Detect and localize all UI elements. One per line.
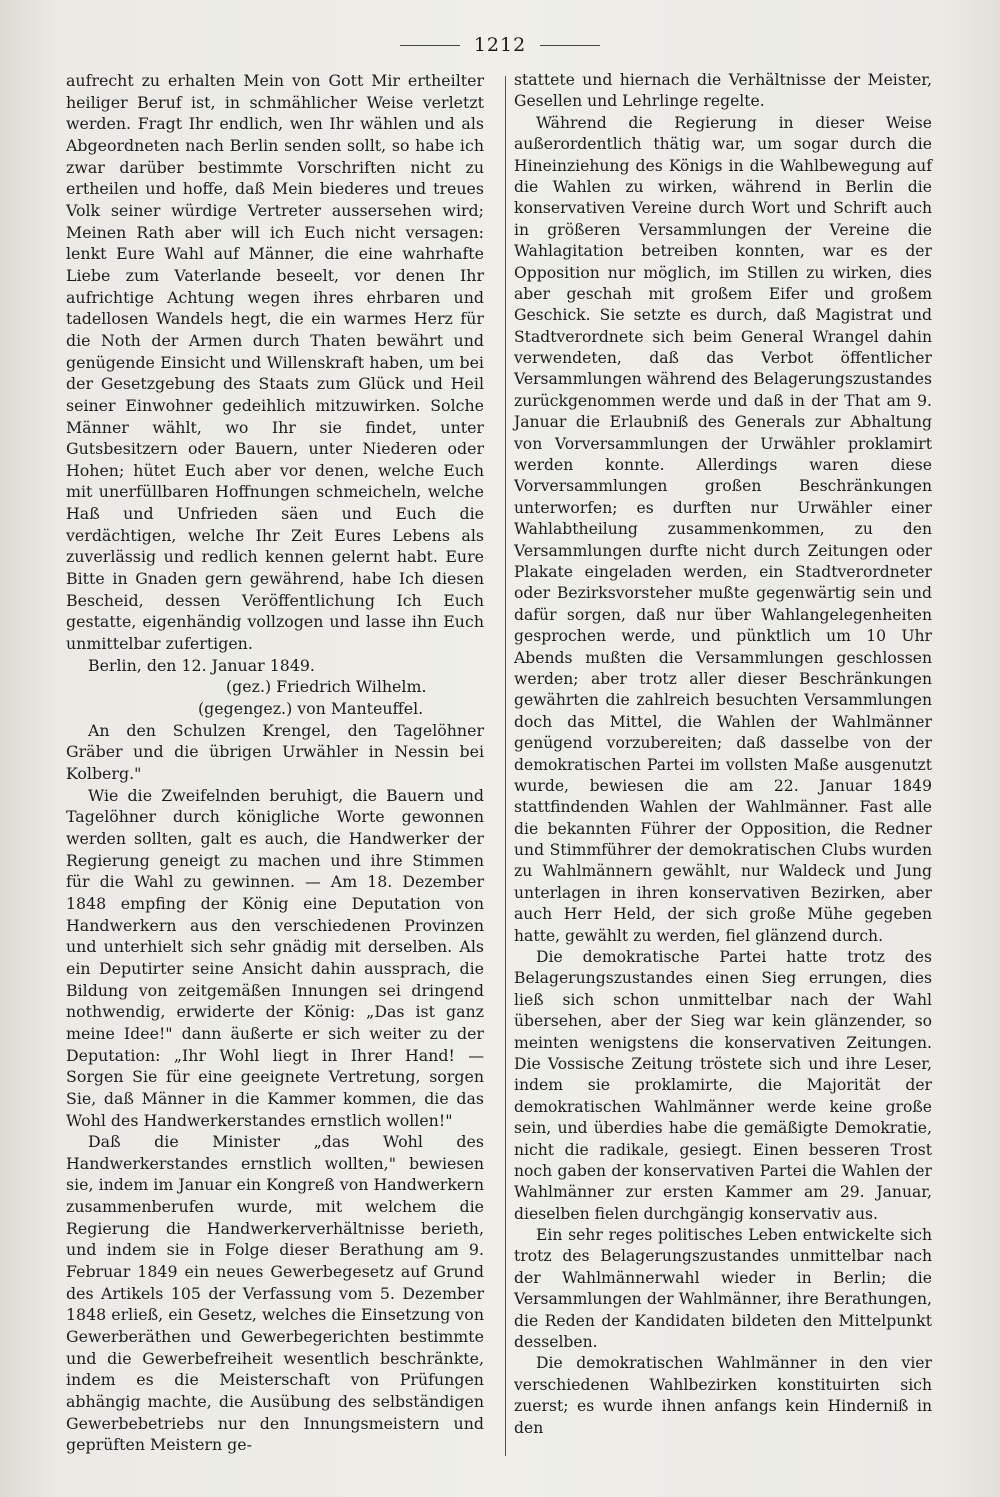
- paragraph: stattete und hiernach die Verhältnisse der Meister, Gesellen und Lehrlinge regelte.: [514, 71, 932, 111]
- paragraph: Ein sehr reges politisches Leben entwickelte sich trotz des Belagerungszustandes unmittelbar nach der Wahlmännerwahl wieder in Berlin; die Versammlungen der Wahlmänner, ihre Berathungen, die Reden der Kandidaten bildeten den Mittelpunkt desselben.: [514, 1226, 932, 1352]
- page-number: 1212: [473, 34, 527, 56]
- dateline: Berlin, den 12. Januar 1849.: [88, 655, 315, 675]
- page-header: [0, 30, 1000, 60]
- paragraph: Daß die Minister „das Wohl des Handwerkerstandes ernstlich wollten," bewiesen sie, indem im Januar ein Kongreß von Handwerkern zusammenberufen wurde, mit welchem die Regierung die Handwerkerverhältnisse berieth, und indem sie in Folge dieser Berathung am 9. Februar 1849 ein neues Gewerbegesetz auf Grund des Artikels 105 der Verfassung vom 5. Dezember 1848 erließ, ein Gesetz, welches die Einsetzung von Gewerberäthen und Gewerbegerichten bestimmte und die Gewerbefreiheit wesentlich beschränkte, indem es die Meisterschaft von Prüfungen abhängig machte, die Ausübung des selbständigen Gewerbebetriebs nur den Innungsmeistern und geprüften Meistern ge-: [66, 1132, 484, 1455]
- paragraph: Wie die Zweifelnden beruhigt, die Bauern und Tagelöhner durch königliche Worte gewonnen werden sollten, galt es auch, die Handwerker der Regierung geneigt zu machen und ihre Stimmen für die Wahl zu gewinnen. — Am 18. Dezember 1848 empfing der König eine Deputation von Handwerkern aus den verschiedenen Provinzen und unterhielt sich sehr gnädig mit derselben. Als ein Deputirter seine Ansicht dahin aussprach, die Bildung von zeitgemäßen Innungen sei dringend nothwendig, erwiderte der König: „Das ist ganz meine Idee!" dann äußerte er sich weiter zu der Deputation: „Ihr Wohl liegt in Ihrer Hand! — Sorgen Sie für eine geeignete Vertretung, sorgen Sie, daß Männer in die Kammer kommen, die das Wohl des Handwerkerstandes ernstlich wollen!": [66, 785, 484, 1130]
- signature-king: (gez.) Friedrich Wilhelm.: [226, 677, 427, 697]
- right-column: [514, 70, 932, 1439]
- paragraph: aufrecht zu erhalten Mein von Gott Mir ertheilter heiliger Beruf ist, in schmählicher Weise verletzt werden. Fragt Ihr endlich, wen Ihr wählen und als Abgeordneten nach Berlin senden sollt, so habe ich zwar darüber bestimmte Vorschriften nicht zu ertheilen und hoffe, daß Mein biederes und treues Volk seiner würdige Vertreter aussersehen wird; Meinen Rath aber will ich Euch nicht versagen: lenkt Eure Wahl auf Männer, die eine wahrhafte Liebe zum Vaterlande beseelt, vor denen Ihr aufrichtige Achtung wegen ihres ehrbaren und tadellosen Wandels hegt, die ein warmes Herz für die Noth der Armen durch Thaten bewährt und genügende Einsicht und Willenskraft haben, um bei der Gesetzgebung des Staats zum Glück und Heil seiner Einwohner gedeihlich mitzuwirken. Solche Männer wählt, wo Ihr sie findet, unter Gutsbesitzern oder Bauern, unter Niederen oder Hohen; hütet Euch aber vor denen, welche Euch mit unerfüllbaren Hoffnungen schmeicheln, welche Haß und Unfrieden säen und Euch die verdächtigen, welche Ihr Zeit Eures Lebens als zuverlässig und redlich kennen gelernt habt. Eure Bitte in Gnaden gern gewährend, habe Ich diesen Bescheid, dessen Veröffentlichung Ich Euch gestatte, eigenhändig vollzogen und lasse ihn Euch unmittelbar zufertigen.: [66, 71, 484, 654]
- left-column: [66, 70, 484, 1456]
- addressee: An den Schulzen Krengel, den Tagelöhner Gräber und die übrigen Urwähler in Nessin bei Kolberg.": [66, 720, 484, 783]
- signature-countersign: (gegengez.) von Manteuffel.: [198, 699, 424, 719]
- column-divider: [505, 76, 506, 1456]
- header-rule-right: [540, 45, 600, 46]
- header-rule-left: [400, 45, 460, 46]
- paragraph: Die demokratische Partei hatte trotz des Belagerungszustandes einen Sieg errungen, dies ließ sich schon unmittelbar nach der Wahl übersehen, aber der Sieg war kein glänzender, so meinten wenigstens die konservativen Zeitungen. Die Vossische Zeitung tröstete sich und ihre Leser, indem sie proklamirte, die Majorität der demokratischen Wahlmänner werde keine große sein, und überdies habe die gemäßigte Demokratie, nicht die radikale, gesiegt. Einen besseren Trost noch gaben der konservativen Partei die Wahlen der Wahlmänner zur ersten Kammer am 29. Januar, dieselben fielen durchgängig konservativ aus.: [514, 948, 932, 1223]
- paragraph: Während die Regierung in dieser Weise außerordentlich thätig war, um sogar durch die Hineinziehung des Königs in die Wahlbewegung auf die Wahlen zu wirken, während in Berlin die konservativen Vereine durch Wort und Schrift auch in größeren Versammlungen der Vereine die Wahlagitation betreiben konnten, war es der Opposition nur möglich, im Stillen zu wirken, dies aber geschah mit großem Eifer und großem Geschick. Sie setzte es durch, daß Magistrat und Stadtverordnete sich beim General Wrangel dahin verwendeten, daß das Verbot öffentlicher Versammlungen während des Belagerungszustandes zurückgenommen werde und daß in der That am 9. Januar die Erlaubniß des Generals zur Abhaltung von Vorversammlungen der Urwähler proklamirt werden konnte. Allerdings waren diese Vorversammlungen großen Beschränkungen unterworfen; es durften nur Urwähler einer Wahlabtheilung zusammenkommen, zu den Versammlungen durfte nicht durch Zeitungen oder Plakate eingeladen werden, ein Stadtverordneter oder Bezirksvorsteher mußte gegenwärtig sein und dafür sorgen, daß nur über Wahlangelegenheiten gesprochen werde, und pünktlich um 10 Uhr Abends mußten die Versammlungen geschlossen werden; aber trotz aller dieser Beschränkungen gewährten die zahlreich besuchten Versammlungen doch das Mittel, die Wahlen der Wahlmänner genügend vorzubereiten; daß dasselbe von der demokratischen Partei im vollsten Maße ausgenutzt wurde, bewiesen die am 22. Januar 1849 stattfindenden Wahlen der Wahlmänner. Fast alle die bekannten Führer der Opposition, die Redner und Stimmführer der demokratischen Clubs wurden zu Wahlmännern gewählt, nur Waldeck und Jung unterlagen in ihren konservativen Bezirken, aber auch Herr Held, der sich große Mühe gegeben hatte, gewählt zu werden, fiel glänzend durch.: [514, 113, 932, 945]
- paragraph: Die demokratischen Wahlmänner in den vier verschiedenen Wahlbezirken konstituirten sich zuerst; es wurde ihnen anfangs kein Hinderniß in den: [514, 1354, 932, 1437]
